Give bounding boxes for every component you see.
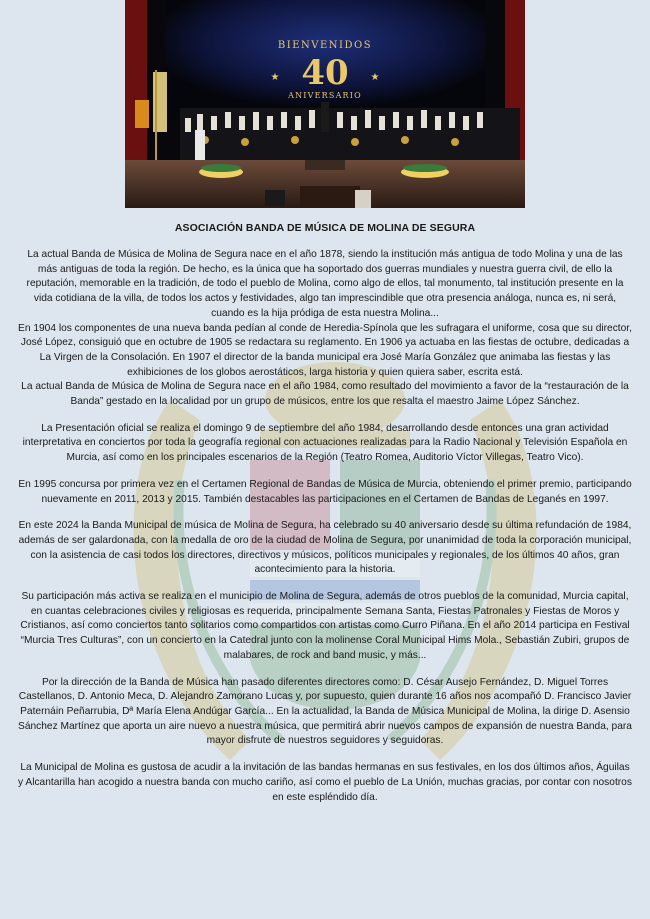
paragraph: En 1904 los componentes de una nueva banda pedían al conde de Heredia-Spínola que les sufragara el uniforme, cosa que su director, José López, consiguió que en octubre de 1905 se redactara su reglamento. En 1906 ya actuaba en las fiestas de octubre, dedicadas a La Virgen de la Consolación. En 1907 el director de la banda municipal era José María González que animaba las fiestas y las exhibiciones de los globos aerostáticos, larga historia y quien quiera saber, escrita está. <box>18 322 632 378</box>
banner-anniversary-text: ANIVERSARIO <box>288 91 362 100</box>
document-body <box>18 222 632 805</box>
paragraph: La Presentación oficial se realiza el domingo 9 de septiembre del año 1984, desarrollando desde entonces una gran actividad interpretativa en conciertos por toda la geografía regional con actuaciones realizadas para la Radio Nacional y Televisión Española en Murcia, así como en los principales escenarios de la Región (Teatro Romea, Auditorio Víctor Villegas, Teatro Vico). <box>22 422 628 464</box>
svg-text:★: ★ <box>370 72 380 83</box>
paragraph: Su participación más activa se realiza en el municipio de Molina de Segura, además de otros pueblos de la comunidad, Murcia capital, en cuantas celebraciones civiles y religiosas es requerida, principalmente Semana Santa, Fiestas Patronales y Fiestas de Moros y Cristianos, así como conciertos tanto solitarios como compartidos con artistas como Curro Piñana. En el año 2014 participa en Festival “Murcia Tres Culturas”, con un concierto en la Catedral junto con la molinense Coral Municipal Hims Mola., Sebastián Zubiri, grupos de malabares, de rock and band music, y más... <box>20 591 630 661</box>
band-photo <box>125 0 525 208</box>
paragraph: La actual Banda de Música de Molina de Segura nace en el año 1878, siendo la institución más antigua de todo Molina y una de las más antiguas de toda la región. De hecho, es la única que ha soportado dos guerras mundiales y nuestra guerra civil, de ello la reputación, memorable en la tradición, de todo el pueblo de Molina, como algo de ellos, tal monumento, tal institución presente en la vida cotidiana de la villa, de todos los actos y festividades, algo tan imprescindible que otra presencia análoga, nunca es, ni será, cuando es la hija pródiga de esta nuestra Molina... <box>26 249 624 319</box>
paragraph: La Municipal de Molina es gustosa de acudir a la invitación de las bandas hermanas en sus festivales, en los dos últimos años, Águilas y Alcantarilla han acogido a nuestra banda con mucho cariño, así como el pueblo de La Unión, muchas gracias, por contar con nosotros en este espléndido día. <box>18 762 632 803</box>
paragraph: La actual Banda de Música de Molina de Segura nace en el año 1984, como resultado del movimiento a favor de la “restauración de la Banda” gestado en la localidad por un grupo de músicos, entre los que resalta el maestro Jaime López Sánchez. <box>21 381 629 408</box>
paragraph: Por la dirección de la Banda de Música han pasado diferentes directores como: D. César Ausejo Fernández, D. Miguel Torres Castellanos, D. Antonio Meca, D. Alejandro Zamorano Lucas y, por supuesto, quien durante 16 años nos acompañó D. Francisco Javier Paternáin Peñarrubia, Dª María Elena Andúgar García... En la actualidad, la Banda de Música Municipal de Molina, la dirige D. Asensio Sánchez Martínez que aporta un aire nuevo a nuestra música, que permitirá abrir nuevos campos de expansión de nuestra Banda, para mayor disfrute de nuestros seguidores y seguidoras. <box>18 676 632 747</box>
banner-anniversary-number: 40 <box>301 53 349 93</box>
paragraph: En 1995 concursa por primera vez en el Certamen Regional de Bandas de Música de Murcia, obteniendo el primer premio, participando nuevamente en 2011, 2013 y 2015. También destacables las participaciones en el Certamen de Bandas de Leganés en 1997. <box>18 478 632 505</box>
banner-welcome-text: BIENVENIDOS <box>277 40 373 51</box>
svg-text:★: ★ <box>270 72 280 83</box>
paragraph: En este 2024 la Banda Municipal de música de Molina de Segura, ha celebrado su 40 aniversario desde su última refundación de 1984, además de ser galardonada, con la medalla de oro de la ciudad de Molina de Segura, por unanimidad de toda la corporación municipal, con la asistencia de casi todos los directores, directivos y músicos, políticos municipales y regionales, de los últimos 40 años, gran acontecimiento para la historia. <box>18 520 632 576</box>
document-title: ASOCIACIÓN BANDA DE MÚSICA DE MOLINA DE SEGURA <box>174 222 476 234</box>
